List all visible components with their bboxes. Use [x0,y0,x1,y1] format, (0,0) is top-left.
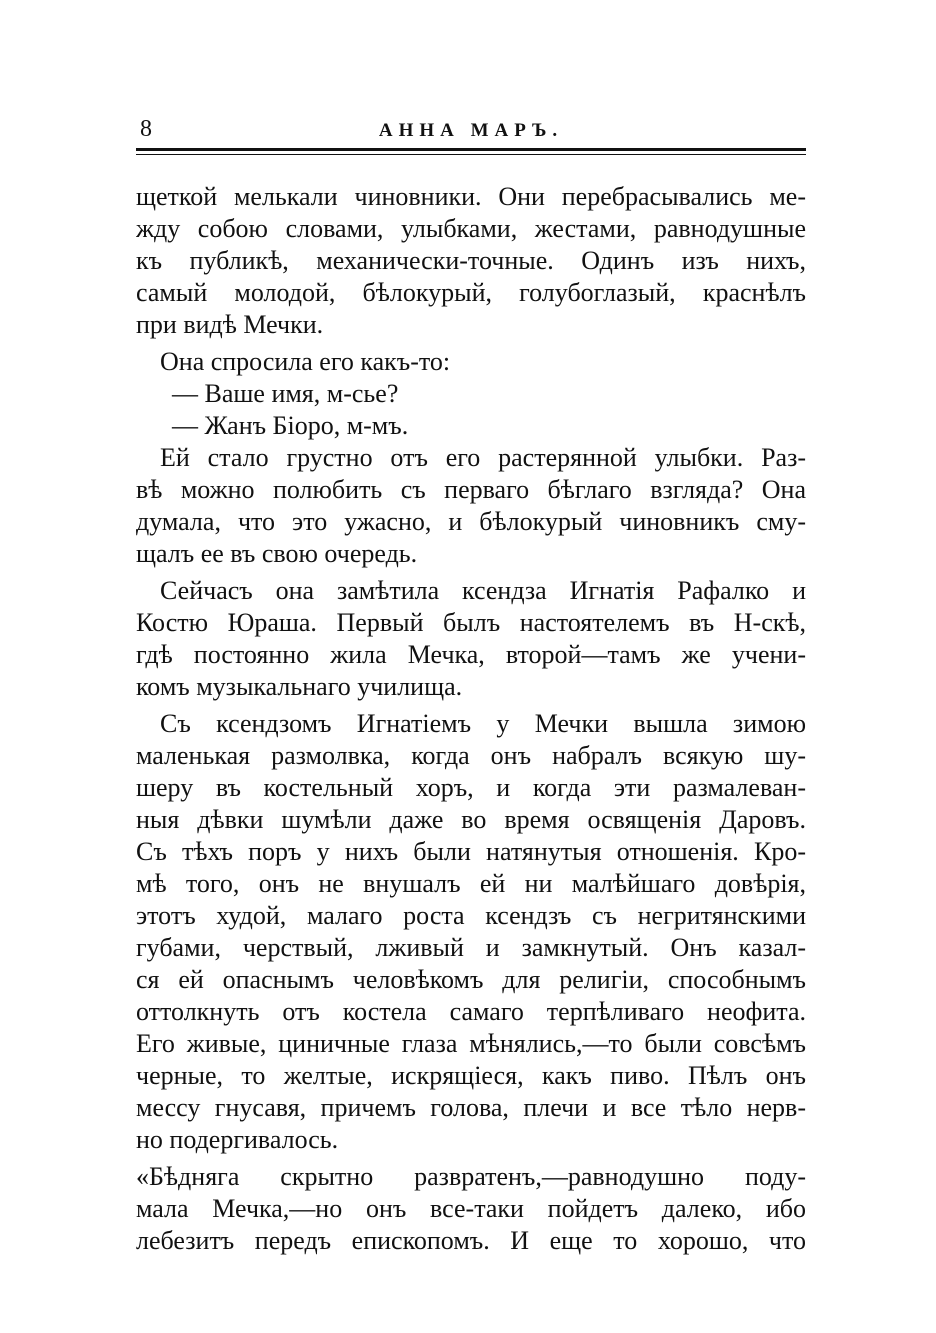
text-line: этотъ худой, малаго роста ксендзъ съ негритянскими [136,901,806,930]
text-line: комъ музыкальнаго училища. [136,672,463,701]
text-line: ся ей опаснымъ человѣкомъ для религіи, способнымъ [136,965,806,994]
text-line: губами, черствый, лживый и замкнутый. Онъ казал- [136,933,806,962]
text-line: маленькая размолвка, когда онъ набралъ всякую шу- [136,741,806,770]
text-line: шеру въ костельный хоръ, и когда эти размалеван- [136,773,806,802]
text-line: думала, что это ужасно, и бѣлокурый чиновникъ сму- [136,507,806,536]
text-line: — Жанъ Біоро, м-мъ. [172,411,409,440]
text-line: гдѣ постоянно жила Мечка, второй—тамъ же учени- [136,640,806,669]
text-line: но подергивалось. [136,1125,339,1154]
text-line: лебезитъ передъ епископомъ. И еще то хорошо, что [136,1226,806,1255]
text-line: Сейчасъ она замѣтила ксендза Игнатія Рафалко и [160,576,806,605]
text-line: самый молодой, бѣлокурый, голубоглазый, краснѣлъ [136,278,806,307]
text-line: мѣ того, онъ не внушалъ ей ни малѣйшаго довѣрія, [136,869,806,898]
text-line: Костю Юраша. Первый былъ настоятелемъ въ Н-скѣ, [136,608,806,637]
text-line: оттолкнуть отъ костела самаго терпѣливаго неофита. [136,997,806,1026]
text-line: щеткой мелькали чиновники. Они перебрасывались ме- [136,182,806,211]
page-header [136,112,806,148]
text-line: Съ ксендзомъ Игнатіемъ у Мечки вышла зимою [160,709,806,738]
text-line: мала Мечка,—но онъ все-таки пойдетъ далеко, ибо [136,1194,806,1223]
text-line: «Бѣдняга скрытно развратенъ,—равнодушно поду- [136,1162,806,1191]
text-line: Его живые, циничные глаза мѣнялись,—то были совсѣмъ [136,1029,806,1058]
text-line: жду собою словами, улыбками, жестами, равнодушные [136,214,806,243]
text-line: черные, то желтые, искрящіеся, какъ пиво. Пѣлъ онъ [136,1061,806,1090]
running-title: АННА МАРЪ. [378,120,564,141]
text-line: ныя дѣвки шумѣли даже во время освященія Даровъ. [136,805,806,834]
text-line: Ей стало грустно отъ его растерянной улыбки. Раз- [160,443,806,472]
body-text [136,181,806,1257]
header-rule-thin [136,154,806,155]
text-line: Она спросила его какъ-то: [160,347,451,376]
text-line: щалъ ее въ свою очередь. [136,539,418,568]
text-line: — Ваше имя, м-сье? [172,379,399,408]
text-line: къ публикѣ, механически-точные. Одинъ изъ нихъ, [136,246,806,275]
header-rule-thick [136,148,806,151]
text-line: при видѣ Мечки. [136,310,324,339]
page-number: 8 [140,116,152,142]
text-line: Съ тѣхъ поръ у нихъ были натянутыя отношенія. Кро- [136,837,806,866]
text-line: мессу гнусавя, причемъ голова, плечи и все тѣло нерв- [136,1093,806,1122]
text-line: вѣ можно полюбить съ перваго бѣглаго взгляда? Она [136,475,806,504]
